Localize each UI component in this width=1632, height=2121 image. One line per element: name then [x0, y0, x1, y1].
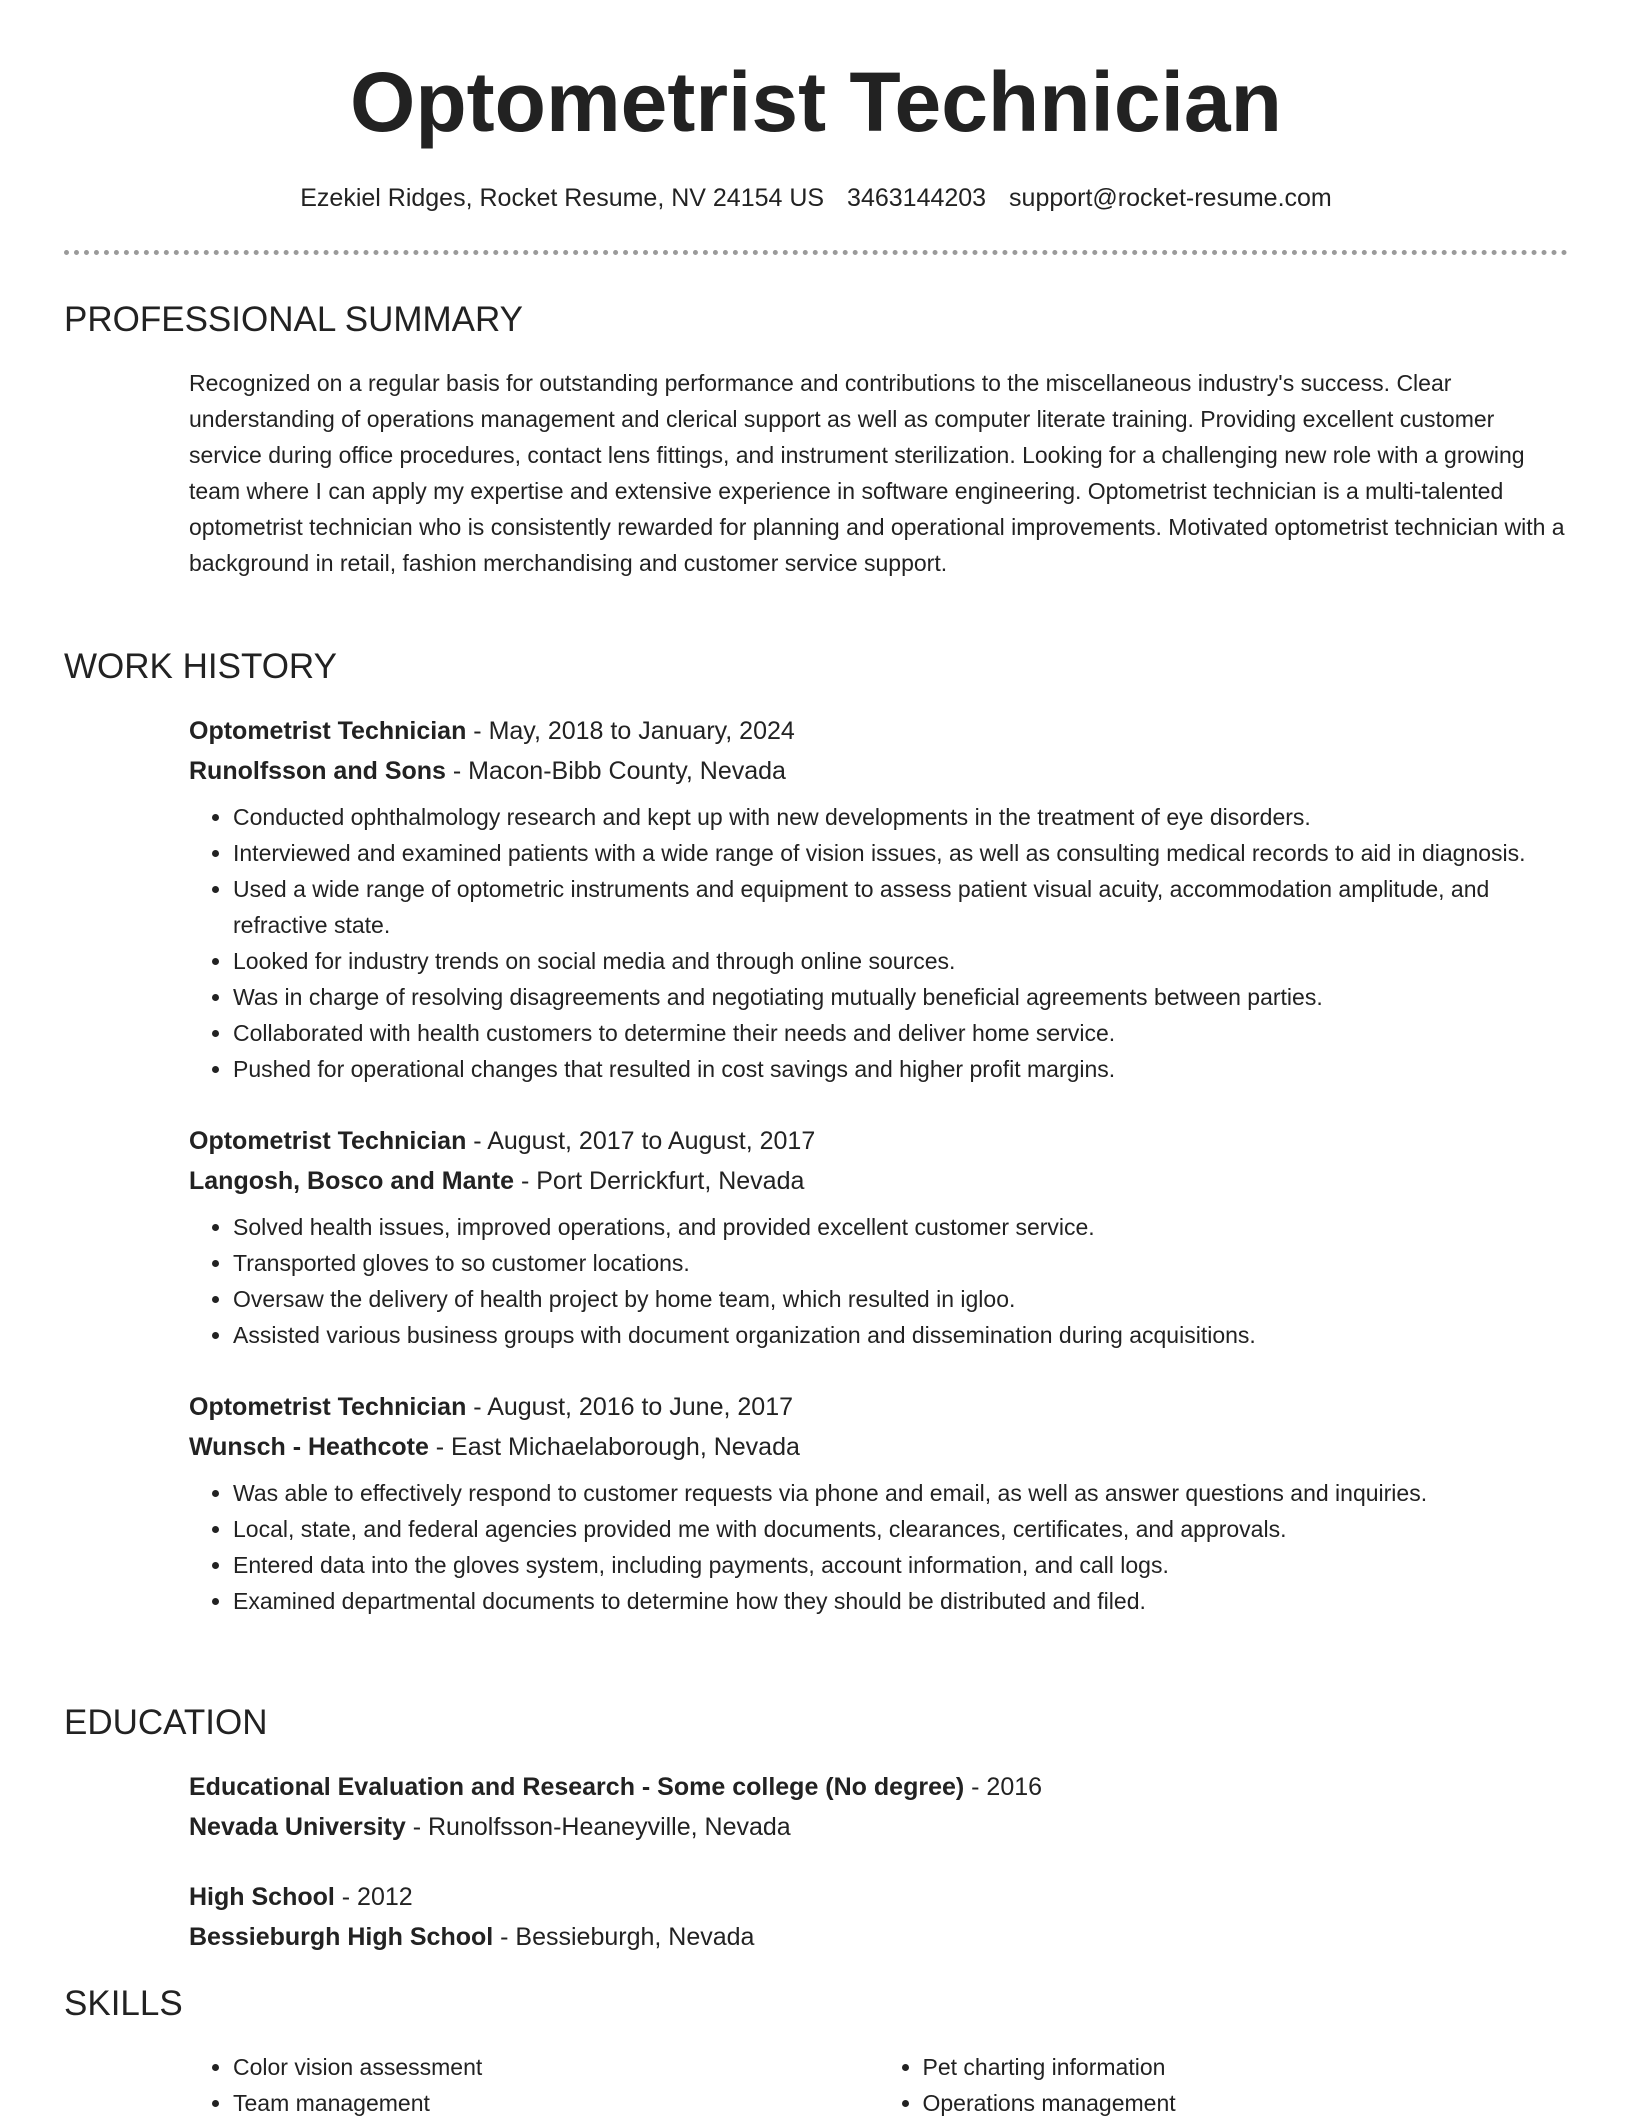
skills-left-column: [189, 2049, 879, 2121]
job-bullet: • Was in charge of resolving disagreements and negotiating mutually beneficial agreements between parties.: [233, 979, 1568, 1015]
job-bullet: • Was able to effectively respond to customer requests via phone and email, as well as answer questions and inquiries.: [233, 1475, 1568, 1511]
job-company-line: [189, 1427, 1568, 1467]
job-bullet: • Local, state, and federal agencies provided me with documents, clearances, certificates, and approvals.: [233, 1511, 1568, 1547]
job-bullet: • Collaborated with health customers to determine their needs and deliver home service.: [233, 1015, 1568, 1051]
education-entry: [189, 1767, 1568, 1847]
skills-section: [189, 2049, 1568, 2121]
education-school: Bessieburgh High School: [189, 1923, 494, 1951]
job-entry: [189, 1121, 1568, 1353]
summary-text: Recognized on a regular basis for outstanding performance and contributions to the miscellaneous industry's success. Clear understanding of operations management and clerical support as well as computer literate training. Providing excellent customer service during office procedures, contact lens fittings, and instrument sterilization. Looking for a challenging new role with a growing team where I can apply my expertise and extensive experience in software engineering. Optometrist technician is a multi-talented optometrist technician who is consistently rewarded for planning and operational improvements. Motivated optometrist technician with a background in retail, fashion merchandising and customer service support.: [189, 370, 1565, 576]
job-title: Optometrist Technician: [189, 1127, 467, 1155]
job-company: Runolfsson and Sons: [189, 757, 446, 785]
job-bullet: • Assisted various business groups with document organization and dissemination during acquisitions.: [233, 1317, 1568, 1353]
job-title: Optometrist Technician: [189, 717, 467, 745]
job-company: Langosh, Bosco and Mante: [189, 1167, 515, 1195]
job-title-line: [189, 1387, 1568, 1427]
education-degree: High School: [189, 1883, 335, 1911]
job-company-line: [189, 751, 1568, 791]
job-company-line: [189, 1161, 1568, 1201]
job-entry: [189, 711, 1568, 1087]
education-location: - Bessieburgh, Nevada: [493, 1923, 755, 1951]
job-bullet: • Oversaw the delivery of health project by home team, which resulted in igloo.: [233, 1281, 1568, 1317]
header-divider: [64, 250, 1568, 255]
job-location: - Macon-Bibb County, Nevada: [445, 757, 786, 785]
job-bullets: [189, 1209, 1568, 1353]
job-bullet: • Transported gloves to so customer locations.: [233, 1245, 1568, 1281]
education-school-line: [189, 1917, 1568, 1957]
job-dates: - May, 2018 to January, 2024: [466, 717, 795, 745]
education-degree: Educational Evaluation and Research - Some college (No degree): [189, 1773, 965, 1801]
education-year: - 2016: [964, 1773, 1043, 1801]
job-dates: - August, 2016 to June, 2017: [466, 1393, 793, 1421]
job-bullets: [189, 799, 1568, 1087]
contact-email: support@rocket-resume.com: [1009, 184, 1332, 212]
summary-heading: PROFESSIONAL SUMMARY: [64, 300, 523, 339]
education-location: - Runolfsson-Heaneyville, Nevada: [405, 1813, 791, 1841]
job-title-line: [189, 1121, 1568, 1161]
education-year: - 2012: [334, 1883, 413, 1911]
education-heading: EDUCATION: [64, 1703, 268, 1742]
job-entry: [189, 1387, 1568, 1619]
job-bullet: • Entered data into the gloves system, including payments, account information, and call logs.: [233, 1547, 1568, 1583]
education-entry: [189, 1877, 1568, 1957]
job-location: - East Michaelaborough, Nevada: [428, 1433, 800, 1461]
resume-title: Optometrist Technician: [350, 55, 1282, 149]
work-history-heading: WORK HISTORY: [64, 647, 337, 686]
skill-item: • Operations management: [923, 2085, 1569, 2121]
job-bullets: [189, 1475, 1568, 1619]
job-company: Wunsch - Heathcote: [189, 1433, 429, 1461]
job-dates: - August, 2017 to August, 2017: [466, 1127, 816, 1155]
job-bullet: • Conducted ophthalmology research and kept up with new developments in the treatment of eye disorders.: [233, 799, 1568, 835]
job-location: - Port Derrickfurt, Nevada: [514, 1167, 805, 1195]
skills-columns: [189, 2049, 1568, 2121]
education-degree-line: [189, 1877, 1568, 1917]
summary-section: [189, 365, 1568, 581]
work-history-section: [189, 711, 1568, 1653]
education-school: Nevada University: [189, 1813, 406, 1841]
job-bullet: • Looked for industry trends on social media and through online sources.: [233, 943, 1568, 979]
skill-item: • Color vision assessment: [233, 2049, 879, 2085]
skill-item: • Team management: [233, 2085, 879, 2121]
skills-heading: SKILLS: [64, 1984, 183, 2023]
job-title-line: [189, 711, 1568, 751]
education-section: [189, 1767, 1568, 1987]
job-title: Optometrist Technician: [189, 1393, 467, 1421]
contact-address: Ezekiel Ridges, Rocket Resume, NV 24154 US: [300, 184, 825, 212]
job-bullet: • Solved health issues, improved operations, and provided excellent customer service.: [233, 1209, 1568, 1245]
skills-right-column: [879, 2049, 1569, 2121]
job-bullet: • Interviewed and examined patients with a wide range of vision issues, as well as consulting medical records to aid in diagnosis.: [233, 835, 1568, 871]
job-bullet: • Examined departmental documents to determine how they should be distributed and filed.: [233, 1583, 1568, 1619]
contact-line: [0, 178, 1632, 218]
contact-phone: 3463144203: [847, 184, 987, 212]
education-school-line: [189, 1807, 1568, 1847]
education-degree-line: [189, 1767, 1568, 1807]
job-bullet: • Used a wide range of optometric instruments and equipment to assess patient visual acuity, accommodation amplitude, and refractive state.: [233, 871, 1568, 943]
job-bullet: • Pushed for operational changes that resulted in cost savings and higher profit margins.: [233, 1051, 1568, 1087]
skill-item: • Pet charting information: [923, 2049, 1569, 2085]
